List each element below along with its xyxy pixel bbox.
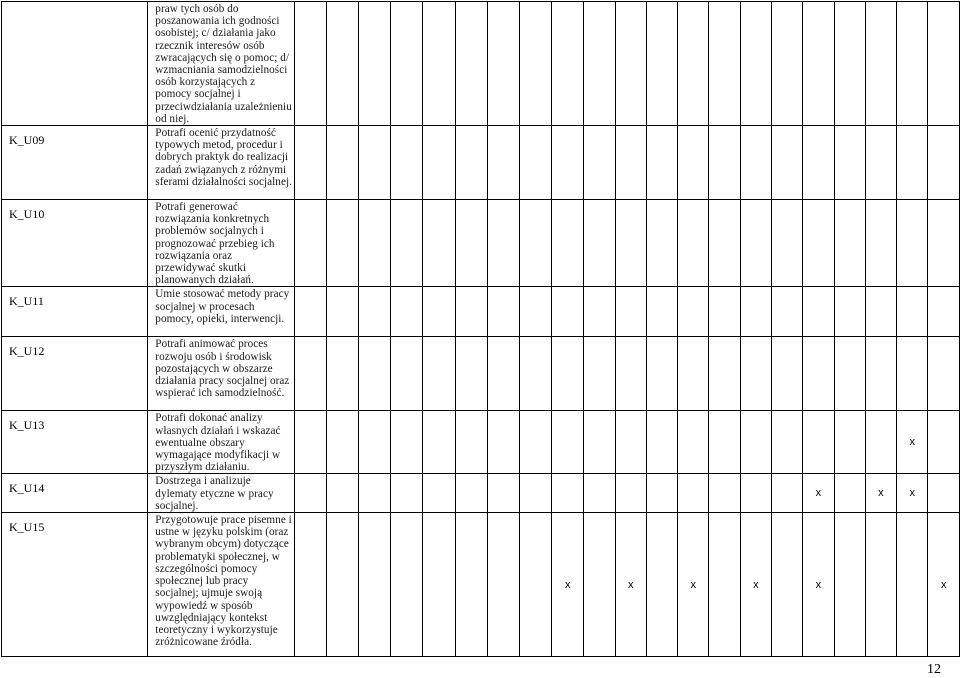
mark-cell (423, 337, 455, 411)
mark-cell (928, 2, 960, 126)
mark-cell (519, 200, 551, 287)
mark-cell (455, 513, 487, 657)
mark-cell (709, 126, 740, 200)
outcome-code: K_U11 (2, 287, 148, 337)
mark-cell (294, 513, 326, 657)
mark-cell (646, 513, 677, 657)
mark-cell (487, 126, 519, 200)
mark-cell (740, 337, 771, 411)
mark-cell (455, 287, 487, 337)
mark-cell: x (803, 513, 834, 657)
mark-cell: x (803, 474, 834, 513)
mark-cell (803, 126, 834, 200)
mark-cell (294, 287, 326, 337)
mark-cell (772, 200, 803, 287)
table-row (2, 474, 960, 513)
mark-cell (865, 126, 896, 200)
mark-cell (326, 474, 358, 513)
outcome-description: Dostrzega i analizuje dylematy etyczne w pracy socjalnej. (148, 474, 294, 513)
mark-cell (615, 411, 646, 474)
mark-cell (423, 411, 455, 474)
mark-cell: x (615, 513, 646, 657)
mark-cell (326, 513, 358, 657)
mark-cell (646, 337, 677, 411)
mark-cell (423, 126, 455, 200)
mark-cell (803, 411, 834, 474)
mark-cell (487, 287, 519, 337)
mark-cell (519, 411, 551, 474)
mark-cell (897, 513, 928, 657)
mark-cell (359, 200, 391, 287)
mark-cell (519, 337, 551, 411)
mark-cell (615, 287, 646, 337)
mark-cell (740, 126, 771, 200)
table-row (2, 2, 960, 126)
mark-cell (834, 200, 865, 287)
mark-cell (423, 2, 455, 126)
mark-cell (552, 474, 584, 513)
mark-cell (709, 337, 740, 411)
mark-cell (519, 287, 551, 337)
outcome-description: praw tych osób do poszanowania ich godności osobistej; c/ działania jako rzecznik interesów osób zwracających się o pomoc; d/ wzmacniania samodzielności osób korzystających z pomocy socjalnej i przeciwdziałania uzależnieniu od niej. (148, 2, 294, 126)
mark-cell (294, 200, 326, 287)
mark-cell (359, 126, 391, 200)
mark-cell (834, 287, 865, 337)
mark-cell (803, 2, 834, 126)
table-row (2, 513, 960, 657)
outcome-code: K_U15 (2, 513, 148, 657)
mark-cell (646, 126, 677, 200)
mark-cell (834, 474, 865, 513)
mark-cell (359, 411, 391, 474)
mark-cell (391, 513, 423, 657)
mark-cell (584, 2, 615, 126)
mark-cell (928, 474, 960, 513)
mark-cell (865, 287, 896, 337)
mark-cell (897, 2, 928, 126)
mark-cell (678, 337, 709, 411)
mark-cell (423, 513, 455, 657)
mark-cell (865, 200, 896, 287)
mark-cell (772, 513, 803, 657)
mark-cell (709, 200, 740, 287)
mark-cell (678, 2, 709, 126)
mark-cell (359, 474, 391, 513)
mark-cell (740, 411, 771, 474)
mark-cell (865, 337, 896, 411)
mark-cell (678, 474, 709, 513)
mark-cell (455, 474, 487, 513)
mark-cell (740, 287, 771, 337)
mark-cell (772, 2, 803, 126)
outcome-description: Potrafi dokonać analizy własnych działań i wskazać ewentualne obszary wymagające modyfikacji w przyszłym działaniu. (148, 411, 294, 474)
mark-cell (803, 337, 834, 411)
mark-cell (772, 474, 803, 513)
mark-cell (834, 411, 865, 474)
outcome-description: Potrafi generować rozwiązania konkretnych problemów socjalnych i prognozować przebieg ich rozwiązania oraz przewidywać skutki planowanych działań. (148, 200, 294, 287)
mark-cell (897, 337, 928, 411)
outcome-description: Umie stosować metody pracy socjalnej w procesach pomocy, opieki, interwencji. (148, 287, 294, 337)
outcome-description: Potrafi ocenić przydatność typowych metod, procedur i dobrych praktyk do realizacji zadań związanych z różnymi sferami działalności socjalnej. (148, 126, 294, 200)
mark-cell (487, 337, 519, 411)
mark-cell (740, 200, 771, 287)
outcome-code (2, 2, 148, 126)
mark-cell (928, 337, 960, 411)
mark-cell (584, 200, 615, 287)
mark-cell (487, 513, 519, 657)
mark-cell (928, 200, 960, 287)
mark-cell (584, 411, 615, 474)
mark-cell (326, 200, 358, 287)
mark-cell (834, 513, 865, 657)
mark-cell (928, 126, 960, 200)
table-row (2, 411, 960, 474)
mark-cell: x (928, 513, 960, 657)
outcome-code: K_U12 (2, 337, 148, 411)
mark-cell (294, 411, 326, 474)
mark-cell (359, 513, 391, 657)
outcome-description: Potrafi animować proces rozwoju osób i środowisk pozostających w obszarze działania pracy socjalnej oraz wspierać ich samodzielność. (148, 337, 294, 411)
mark-cell (584, 287, 615, 337)
outcome-code: K_U10 (2, 200, 148, 287)
mark-cell (326, 411, 358, 474)
mark-cell (487, 200, 519, 287)
mark-cell (709, 2, 740, 126)
mark-cell (519, 474, 551, 513)
mark-cell (584, 126, 615, 200)
mark-cell (423, 287, 455, 337)
mark-cell (359, 287, 391, 337)
mark-cell (897, 200, 928, 287)
table-row (2, 337, 960, 411)
mark-cell (391, 337, 423, 411)
mark-cell (487, 411, 519, 474)
mark-cell (552, 2, 584, 126)
mark-cell (519, 513, 551, 657)
mark-cell (455, 411, 487, 474)
mark-cell (359, 2, 391, 126)
mark-cell (552, 126, 584, 200)
mark-cell (615, 200, 646, 287)
mark-cell (584, 474, 615, 513)
mark-cell (552, 337, 584, 411)
mark-cell: x (678, 513, 709, 657)
mark-cell (294, 2, 326, 126)
mark-cell (928, 411, 960, 474)
learning-outcomes-table (1, 1, 960, 657)
mark-cell (615, 2, 646, 126)
mark-cell (294, 337, 326, 411)
mark-cell (646, 474, 677, 513)
mark-cell (455, 126, 487, 200)
mark-cell (834, 126, 865, 200)
mark-cell (552, 200, 584, 287)
mark-cell (391, 2, 423, 126)
outcome-code: K_U13 (2, 411, 148, 474)
mark-cell (552, 287, 584, 337)
mark-cell (584, 337, 615, 411)
mark-cell (678, 200, 709, 287)
mark-cell (897, 287, 928, 337)
mark-cell (519, 2, 551, 126)
mark-cell (646, 2, 677, 126)
mark-cell (391, 200, 423, 287)
mark-cell (803, 200, 834, 287)
mark-cell (326, 337, 358, 411)
mark-cell (326, 2, 358, 126)
mark-cell (834, 2, 865, 126)
table-row (2, 287, 960, 337)
mark-cell (709, 287, 740, 337)
mark-cell (803, 287, 834, 337)
mark-cell (326, 126, 358, 200)
mark-cell (423, 474, 455, 513)
mark-cell (740, 474, 771, 513)
mark-cell (834, 337, 865, 411)
mark-cell (740, 2, 771, 126)
mark-cell (709, 474, 740, 513)
mark-cell (678, 287, 709, 337)
mark-cell (678, 411, 709, 474)
outcome-code: K_U09 (2, 126, 148, 200)
mark-cell (646, 287, 677, 337)
mark-cell (772, 287, 803, 337)
mark-cell (865, 411, 896, 474)
mark-cell (519, 126, 551, 200)
table-row (2, 200, 960, 287)
mark-cell (294, 126, 326, 200)
mark-cell (772, 337, 803, 411)
mark-cell (391, 126, 423, 200)
mark-cell (772, 126, 803, 200)
mark-cell (709, 411, 740, 474)
mark-cell: x (865, 474, 896, 513)
outcome-code: K_U14 (2, 474, 148, 513)
table-row (2, 126, 960, 200)
mark-cell (584, 513, 615, 657)
mark-cell (326, 287, 358, 337)
mark-cell (772, 411, 803, 474)
mark-cell (646, 411, 677, 474)
mark-cell (391, 474, 423, 513)
page-number: 12 (927, 662, 941, 677)
mark-cell (455, 337, 487, 411)
mark-cell: x (552, 513, 584, 657)
mark-cell (865, 513, 896, 657)
mark-cell (294, 474, 326, 513)
mark-cell (678, 126, 709, 200)
mark-cell: x (897, 474, 928, 513)
mark-cell: x (740, 513, 771, 657)
mark-cell (646, 200, 677, 287)
mark-cell (615, 474, 646, 513)
mark-cell (615, 337, 646, 411)
mark-cell (423, 200, 455, 287)
mark-cell (897, 126, 928, 200)
mark-cell (487, 474, 519, 513)
mark-cell (615, 126, 646, 200)
mark-cell (391, 287, 423, 337)
outcome-description: Przygotowuje prace pisemne i ustne w języku polskim (oraz wybranym obcym) dotyczące problematyki społecznej, w szczególności pomocy społecznej lub pracy socjalnej; ujmuje swoją wypowiedź w sposób uwzględniający kontekst teoretyczny i wykorzystuje zróżnicowane źródła. (148, 513, 294, 657)
mark-cell (928, 287, 960, 337)
mark-cell (487, 2, 519, 126)
mark-cell (455, 200, 487, 287)
mark-cell (709, 513, 740, 657)
mark-cell: x (897, 411, 928, 474)
mark-cell (359, 337, 391, 411)
mark-cell (455, 2, 487, 126)
mark-cell (552, 411, 584, 474)
mark-cell (391, 411, 423, 474)
mark-cell (865, 2, 896, 126)
